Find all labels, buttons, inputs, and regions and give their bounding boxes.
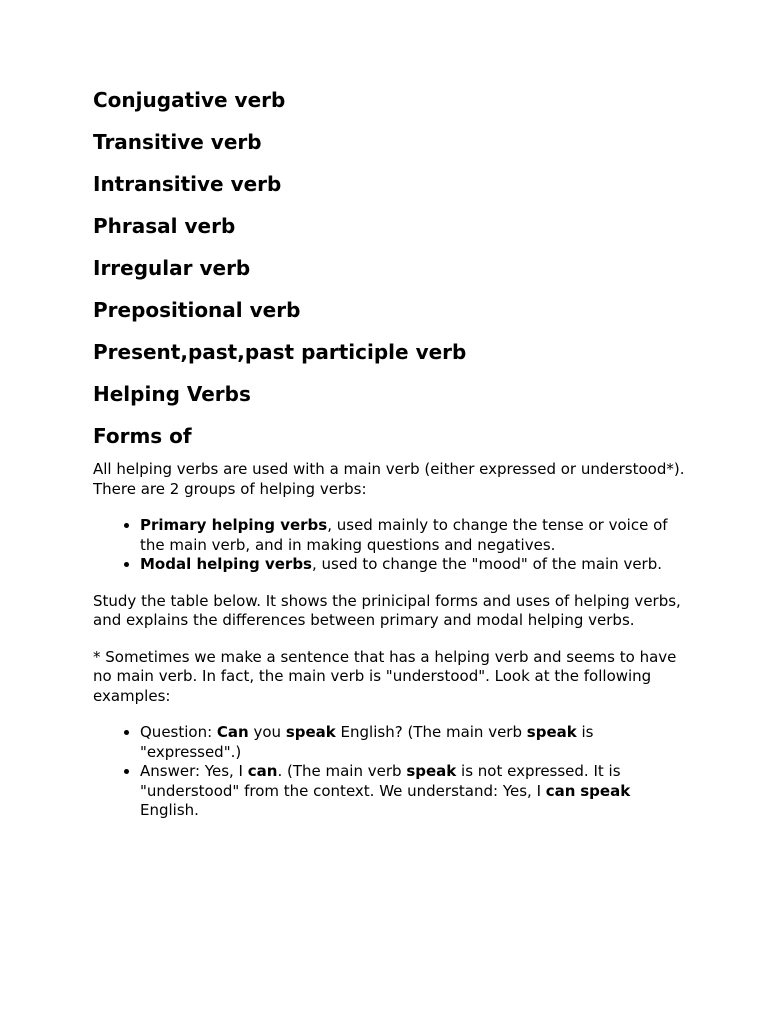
intro-paragraph: All helping verbs are used with a main verb (either expressed or understood*). There are 2 groups of helping verbs: <box>93 460 685 498</box>
study-paragraph: Study the table below. It shows the prinicipal forms and uses of helping verbs, and explains the differences between primary and modal helping verbs. <box>93 591 681 629</box>
note-paragraph: * Sometimes we make a sentence that has a helping verb and seems to have no main verb. In fact, the main verb is "understood". Look at the following examples: <box>93 647 677 705</box>
question-bold-1: Can <box>216 723 249 741</box>
term-primary-helping-verbs: Primary helping verbs <box>140 516 328 534</box>
list-item-primary <box>140 516 693 555</box>
term-modal-helping-verbs: Modal helping verbs <box>140 555 312 573</box>
answer-text-2: . (The main verb <box>277 762 407 780</box>
list-item-modal <box>140 555 693 575</box>
heading-participle-verb: Present,past,past participle verb <box>93 340 467 364</box>
heading-conjugative-verb: Conjugative verb <box>93 88 286 112</box>
answer-bold-3: can <box>545 781 576 800</box>
question-bold-3: speak <box>526 723 577 741</box>
desc-modal-helping-verbs: , used to change the "mood" of the main verb. <box>311 555 663 573</box>
heading-transitive-verb: Transitive verb <box>93 130 262 154</box>
list-item-answer <box>140 762 693 821</box>
heading-prepositional-verb: Prepositional verb <box>93 298 301 322</box>
question-text-4: is "expressed".) <box>140 723 594 761</box>
question-text-3: English? (The main verb <box>335 723 527 741</box>
answer-bold-2: speak <box>406 762 457 780</box>
desc-primary-helping-verbs: , used mainly to change the tense or voice of the main verb, and in making questions and negatives. <box>140 516 668 554</box>
answer-bold-1: can <box>247 762 278 780</box>
question-text-1: Question: <box>140 723 217 741</box>
helping-verb-groups-list <box>93 516 693 575</box>
heading-intransitive-verb: Intransitive verb <box>93 172 282 196</box>
question-text-2: you <box>248 723 286 741</box>
heading-irregular-verb: Irregular verb <box>93 256 251 280</box>
answer-text-5: English. <box>140 801 199 819</box>
heading-forms-of: Forms of <box>93 424 192 448</box>
answer-text-1: Answer: Yes, I <box>140 762 248 780</box>
answer-bold-4: speak <box>580 781 631 800</box>
document-page <box>93 86 693 838</box>
heading-helping-verbs: Helping Verbs <box>93 382 251 406</box>
list-item-question <box>140 723 693 762</box>
question-bold-2: speak <box>285 723 336 741</box>
heading-phrasal-verb: Phrasal verb <box>93 214 236 238</box>
answer-text-3: is not expressed. It is "understood" from the context. We understand: Yes, I <box>140 762 621 800</box>
examples-list <box>93 723 693 821</box>
